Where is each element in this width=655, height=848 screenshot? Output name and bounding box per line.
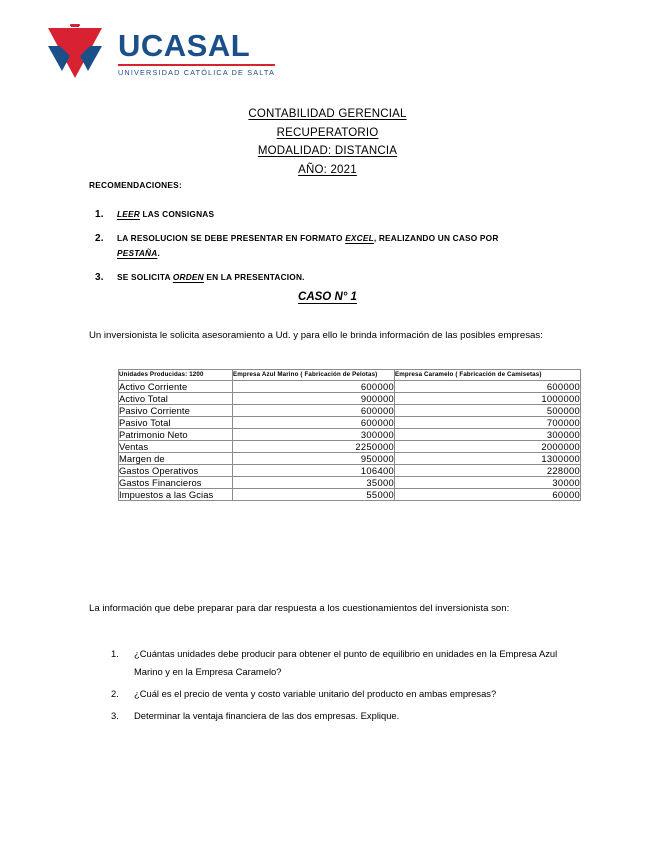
recommendation-item-2 <box>89 231 559 261</box>
question-item-1 <box>89 645 579 681</box>
row-value-caramelo: 500000 <box>395 404 581 416</box>
case-title: CASO N° 1 <box>298 291 357 303</box>
case-intro-paragraph: Un inversionista le solicita asesoramiento a Ud. y para ello le brinda información de las posibles empresas: <box>89 330 543 341</box>
table-header-units: Unidades Producidas: 1200 <box>119 370 233 381</box>
closing-paragraph: La información que debe preparar para dar respuesta a los cuestionamientos del inversionista son: <box>89 603 510 614</box>
row-label: Impuestos a las Gcias <box>119 488 233 500</box>
recommendation-text-pre: SE SOLICITA <box>117 272 173 282</box>
question-text: Determinar la ventaja financiera de las dos empresas. Explique. <box>134 710 400 721</box>
row-value-caramelo: 300000 <box>395 428 581 440</box>
financial-data-table-wrapper <box>118 369 580 501</box>
row-value-azul: 35000 <box>233 476 395 488</box>
table-row <box>119 380 581 392</box>
question-text: ¿Cuántas unidades debe producir para obtener el punto de equilibrio en unidades en la Empresa Azul Marino y en la Empresa Caramelo? <box>134 648 558 677</box>
table-row <box>119 440 581 452</box>
row-label: Pasivo Corriente <box>119 404 233 416</box>
recommendation-text-mid: , REALIZANDO UN CASO POR <box>373 233 499 243</box>
ucasal-shield-icon <box>44 24 106 82</box>
ucasal-wordmark <box>118 30 275 76</box>
table-row <box>119 488 581 500</box>
title-line-modality: MODALIDAD: DISTANCIA <box>257 145 398 157</box>
recommendation-text-end: EN LA PRESENTACION. <box>203 272 305 282</box>
table-row <box>119 404 581 416</box>
row-value-caramelo: 1300000 <box>395 452 581 464</box>
row-label: Margen de <box>119 452 233 464</box>
recommendation-number: 1. <box>95 209 104 220</box>
row-value-caramelo: 600000 <box>395 380 581 392</box>
row-label: Patrimonio Neto <box>119 428 233 440</box>
title-line-year: AÑO: 2021 <box>298 163 357 176</box>
recommendation-emphasis: EXCEL <box>345 233 374 243</box>
recommendation-emphasis-2: PESTAÑA <box>117 248 158 258</box>
question-text: ¿Cuál es el precio de venta y costo variable unitario del producto en ambas empresas? <box>134 688 497 699</box>
recommendation-emphasis: ORDEN <box>172 272 204 282</box>
row-value-azul: 106400 <box>233 464 395 476</box>
row-label: Ventas <box>119 440 233 452</box>
ucasal-tagline: UNIVERSIDAD CATÓLICA DE SALTA <box>118 67 276 77</box>
row-label: Activo Total <box>119 392 233 404</box>
title-line-exam-type: RECUPERATORIO <box>276 126 379 139</box>
row-value-azul: 900000 <box>233 392 395 404</box>
table-row <box>119 428 581 440</box>
table-row <box>119 392 581 404</box>
recommendation-item-1 <box>89 207 559 222</box>
table-row <box>119 464 581 476</box>
row-value-azul: 2250000 <box>233 440 395 452</box>
question-number: 3. <box>111 710 119 721</box>
row-value-caramelo: 2000000 <box>395 440 581 452</box>
logo-divider <box>118 64 275 66</box>
question-item-3 <box>89 707 579 725</box>
ucasal-logo <box>44 24 275 82</box>
row-label: Activo Corriente <box>119 380 233 392</box>
row-value-caramelo: 1000000 <box>395 392 581 404</box>
row-value-azul: 600000 <box>233 416 395 428</box>
recommendations-list <box>89 207 559 294</box>
row-value-caramelo: 60000 <box>395 488 581 500</box>
row-value-azul: 950000 <box>233 452 395 464</box>
table-header-empresa-azul-marino: Empresa Azul Marino ( Fabricación de Pelotas) <box>233 370 395 381</box>
row-value-azul: 55000 <box>233 488 395 500</box>
recommendation-text-end: . <box>157 248 160 258</box>
recommendation-item-3 <box>89 270 559 285</box>
recommendation-emphasis: LEER <box>117 209 140 219</box>
table-row <box>119 476 581 488</box>
row-value-caramelo: 700000 <box>395 416 581 428</box>
table-header-row <box>119 370 581 381</box>
row-value-azul: 300000 <box>233 428 395 440</box>
row-label: Pasivo Total <box>119 416 233 428</box>
ucasal-name: UCASAL <box>118 28 251 64</box>
question-number: 1. <box>111 648 119 659</box>
table-header-empresa-caramelo: Empresa Caramelo ( Fabricación de Camisetas) <box>395 370 581 381</box>
title-line-subject: CONTABILIDAD GERENCIAL <box>248 108 407 120</box>
recommendations-heading: RECOMENDACIONES: <box>89 180 182 190</box>
financial-data-table <box>118 369 581 501</box>
table-row <box>119 452 581 464</box>
question-item-2 <box>89 685 579 703</box>
row-label: Gastos Financieros <box>119 476 233 488</box>
question-number: 2. <box>111 688 119 699</box>
row-value-caramelo: 30000 <box>395 476 581 488</box>
document-title <box>0 105 655 179</box>
row-value-azul: 600000 <box>233 380 395 392</box>
recommendation-number: 2. <box>95 233 104 244</box>
table-row <box>119 416 581 428</box>
row-value-caramelo: 228000 <box>395 464 581 476</box>
recommendation-text-pre: LA RESOLUCION SE DEBE PRESENTAR EN FORMATO <box>117 233 346 243</box>
questions-list <box>89 645 579 729</box>
recommendation-text: LAS CONSIGNAS <box>139 209 215 219</box>
row-value-azul: 600000 <box>233 404 395 416</box>
recommendation-number: 3. <box>95 272 104 283</box>
row-label: Gastos Operativos <box>119 464 233 476</box>
